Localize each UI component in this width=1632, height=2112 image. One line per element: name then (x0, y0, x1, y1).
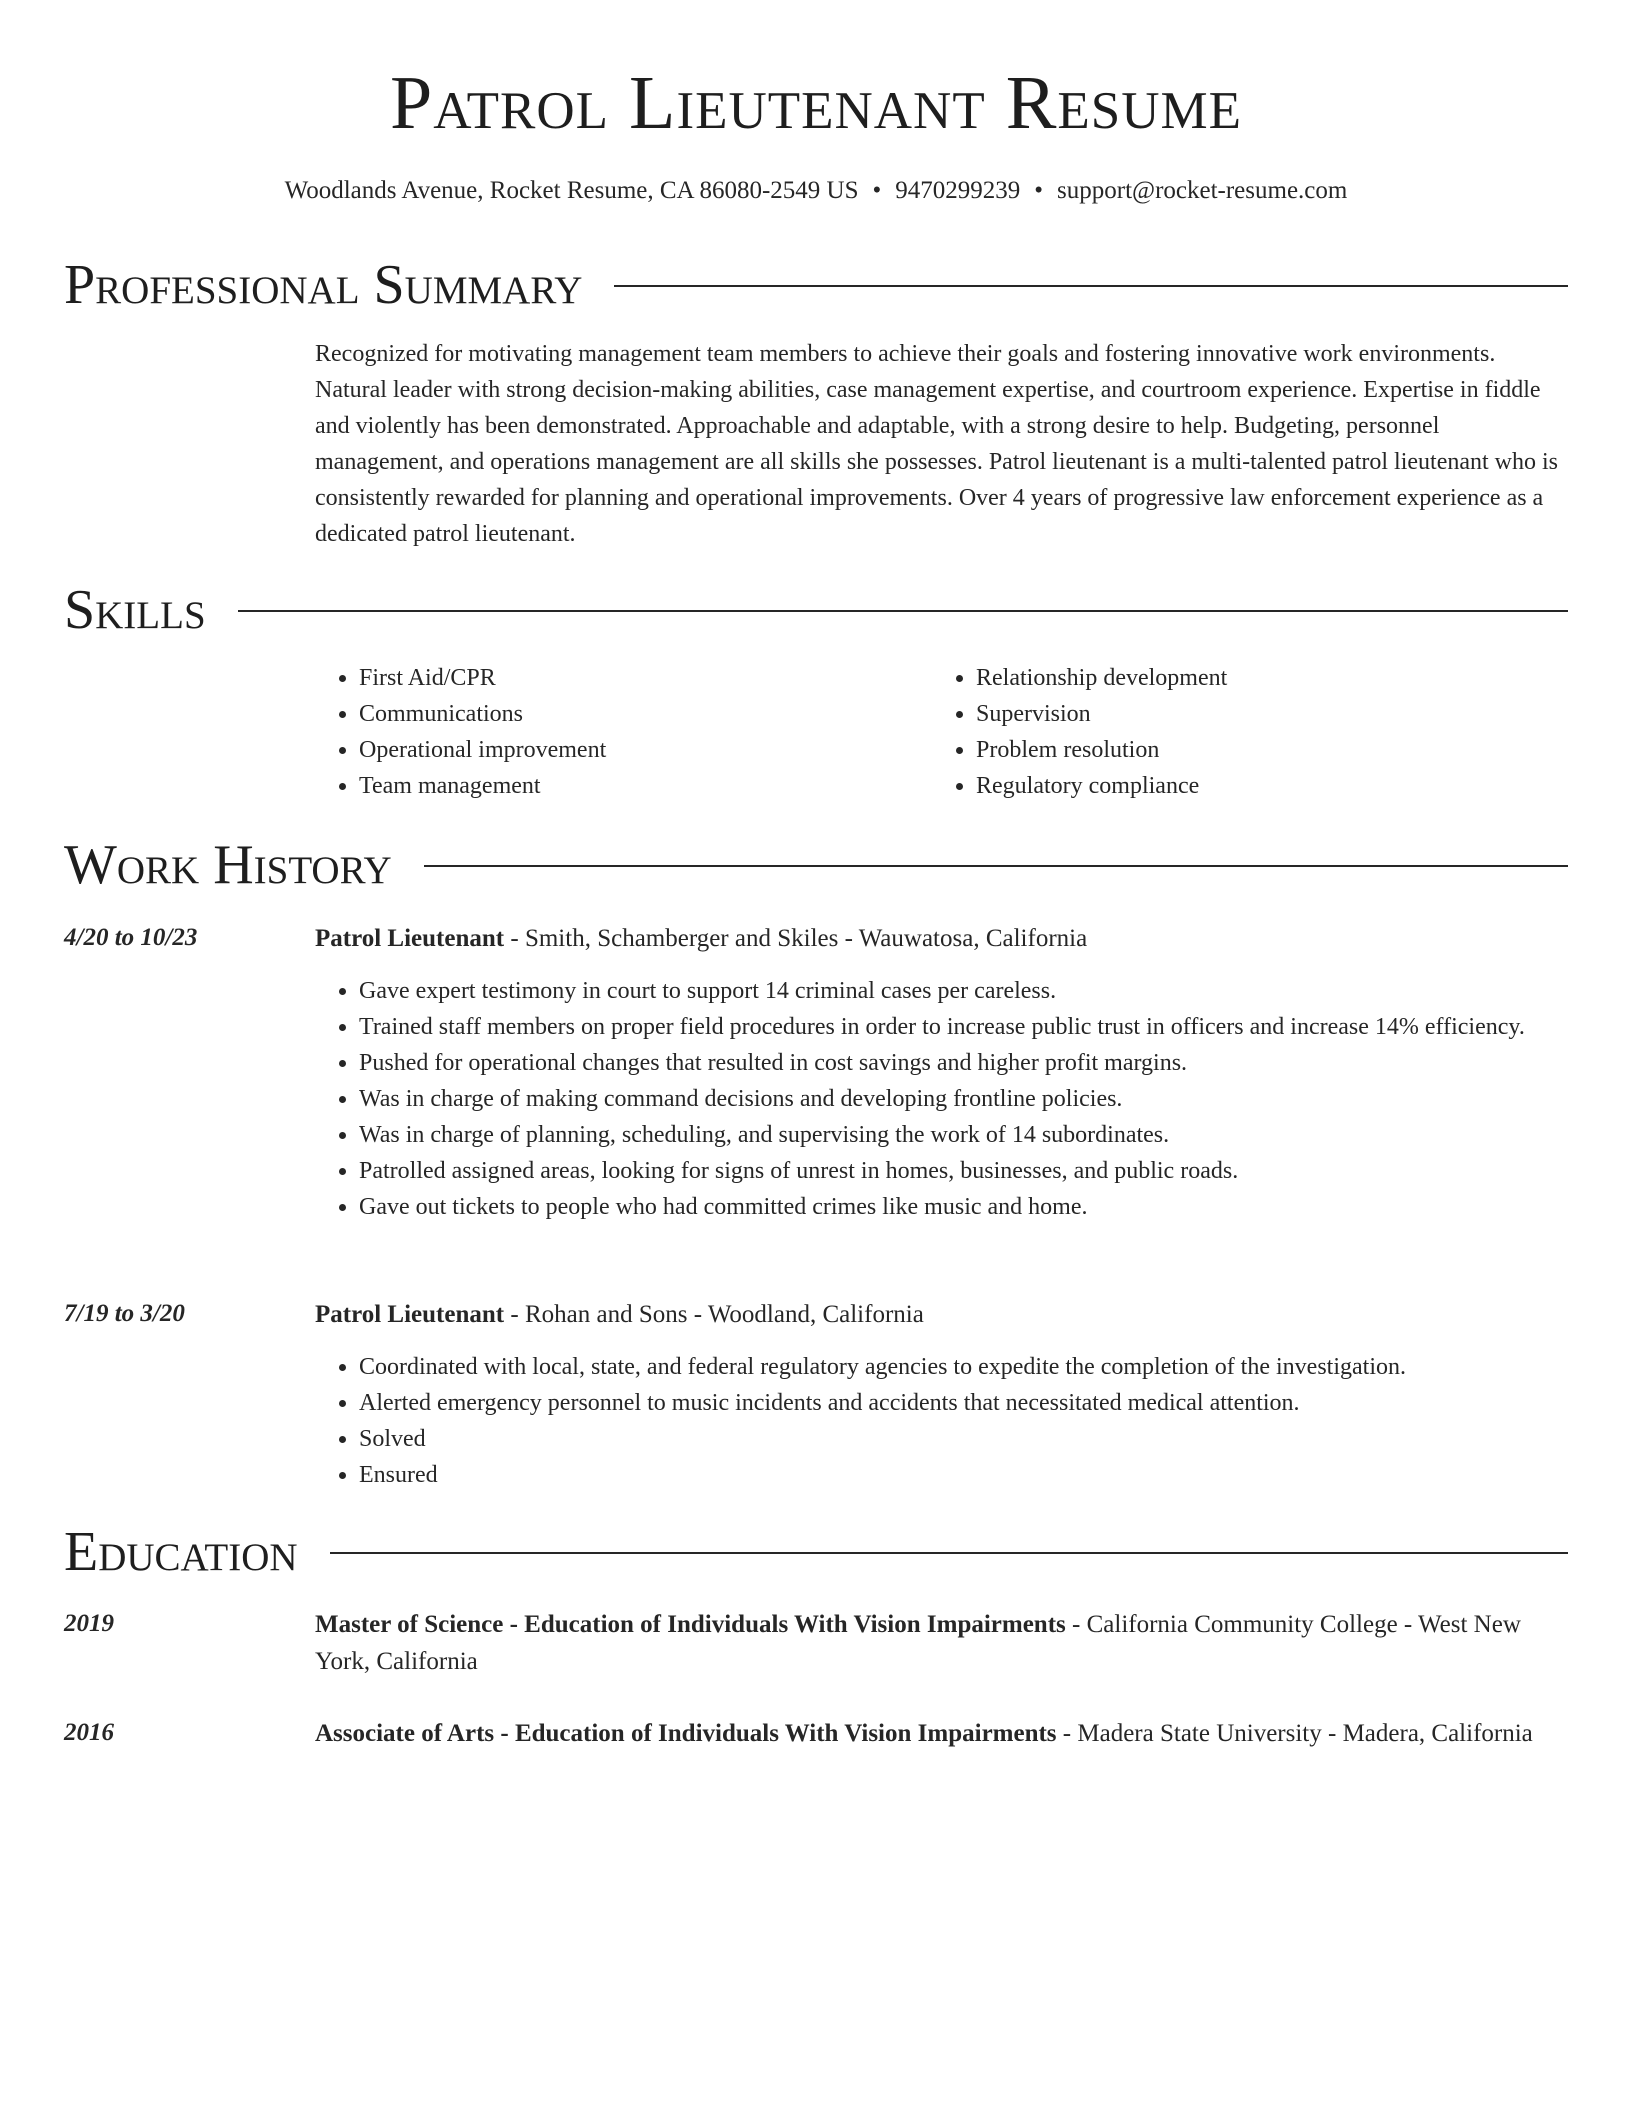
section-divider (424, 865, 1568, 867)
job-bullet: • Gave expert testimony in court to support 14 criminal cases per careless. (359, 973, 1568, 1009)
education-heading-text: Education (64, 1521, 298, 1583)
job-title: Patrol Lieutenant (315, 925, 505, 952)
work-section-heading (64, 832, 1568, 898)
skill-item: • First Aid/CPR (359, 660, 932, 696)
skills-column-left (315, 660, 932, 804)
education-school: - Madera State University - Madera, California (1056, 1720, 1533, 1747)
job-bullets (315, 973, 1568, 1225)
job-bullet: • Alerted emergency personnel to music incidents and accidents that necessitated medical attention. (359, 1385, 1568, 1421)
job-bullet: • Coordinated with local, state, and federal regulatory agencies to expedite the completion of the investigation. (359, 1349, 1568, 1385)
skill-item: • Problem resolution (976, 732, 1549, 768)
section-divider (614, 285, 1568, 287)
job-employer: - Smith, Schamberger and Skiles - Wauwatosa, California (504, 925, 1088, 952)
education-degree: Master of Science - Education of Individuals With Vision Impairments (315, 1611, 1066, 1638)
education-entry (315, 1715, 1568, 1752)
skills-section-heading (64, 577, 1568, 643)
contact-line (64, 174, 1568, 208)
education-entry (315, 1606, 1568, 1680)
contact-email: support@rocket-resume.com (1057, 177, 1348, 204)
education-year: 2019 (64, 1610, 114, 1637)
job-bullet: • Gave out tickets to people who had committed crimes like music and home. (359, 1189, 1568, 1225)
skill-item: • Relationship development (976, 660, 1549, 696)
job-bullet: • Pushed for operational changes that resulted in cost savings and higher profit margins. (359, 1045, 1568, 1081)
education-section-heading (64, 1519, 1568, 1585)
education-year: 2016 (64, 1719, 114, 1746)
education-degree: Associate of Arts - Education of Individuals With Vision Impairments (315, 1720, 1057, 1747)
job-bullet: • Solved (359, 1421, 1568, 1457)
job-bullets (315, 1349, 1568, 1493)
job-bullet: • Trained staff members on proper field procedures in order to increase public trust in officers and increase 14% efficiency. (359, 1009, 1568, 1045)
job-bullet: • Patrolled assigned areas, looking for signs of unrest in homes, businesses, and public roads. (359, 1153, 1568, 1189)
job-heading (315, 920, 1568, 957)
job-bullet: • Ensured (359, 1457, 1568, 1493)
skill-item: • Regulatory compliance (976, 768, 1549, 804)
skills-column-right (932, 660, 1549, 804)
resume-title: Patrol Lieutenant Resume (389, 61, 1243, 145)
summary-section-heading (64, 252, 1568, 318)
education-school: - California Community College - West New York, California (315, 1611, 1521, 1675)
contact-phone: 9470299239 (895, 177, 1021, 204)
contact-address: Woodlands Avenue, Rocket Resume, CA 86080-2549 US (284, 177, 859, 204)
job-title: Patrol Lieutenant (315, 1301, 505, 1328)
section-divider (330, 1552, 1568, 1554)
job-dates: 7/19 to 3/20 (64, 1300, 185, 1327)
work-heading-text: Work History (64, 834, 392, 896)
job-bullet: • Was in charge of planning, scheduling, and supervising the work of 14 subordinates. (359, 1117, 1568, 1153)
summary-heading-text: Professional Summary (64, 254, 583, 316)
skills-heading-text: Skills (64, 579, 206, 641)
skill-item: • Team management (359, 768, 932, 804)
separator-dot: • (1034, 177, 1044, 204)
section-divider (238, 610, 1568, 612)
job-heading (315, 1296, 1568, 1333)
separator-dot: • (872, 177, 882, 204)
job-bullet: • Was in charge of making command decisions and developing frontline policies. (359, 1081, 1568, 1117)
job-employer: - Rohan and Sons - Woodland, California (504, 1301, 924, 1328)
skills-list (315, 660, 1568, 804)
job-dates: 4/20 to 10/23 (64, 924, 198, 951)
summary-text: Recognized for motivating management team members to achieve their goals and fostering innovative work environments. Natural leader with strong decision-making abilities, case management expertise, and courtroom experience. Expertise in fiddle and violently has been demonstrated. Approachable and adaptable, with a strong desire to help. Budgeting, personnel management, and operations management are all skills she possesses. Patrol lieutenant is a multi-talented patrol lieutenant who is consistently rewarded for planning and operational improvements. Over 4 years of progressive law enforcement experience as a dedicated patrol lieutenant. (315, 341, 1559, 547)
skill-item: • Supervision (976, 696, 1549, 732)
skill-item: • Operational improvement (359, 732, 932, 768)
summary-block (315, 336, 1568, 552)
skill-item: • Communications (359, 696, 932, 732)
